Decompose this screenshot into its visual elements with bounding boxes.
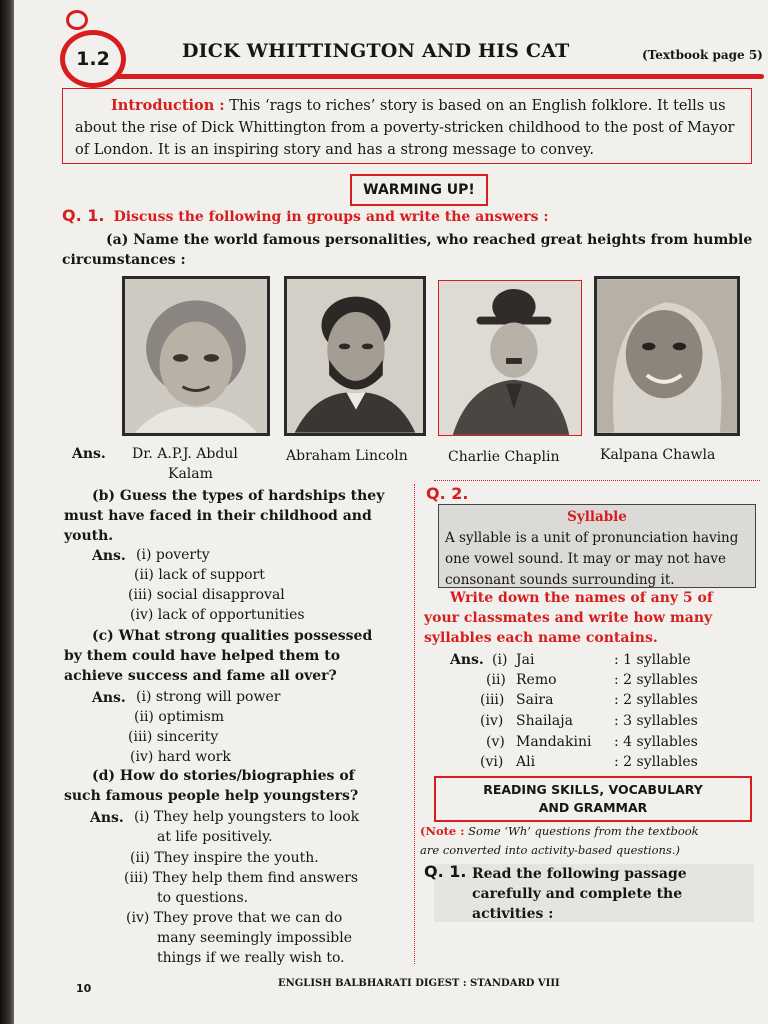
row-2-name: Remo: [516, 672, 557, 688]
row-5-count: : 4 syllables: [614, 734, 698, 750]
book-footer: ENGLISH BALBHARATI DIGEST : STANDARD VIII: [278, 978, 560, 989]
q1b-ans-label: Ans.: [92, 548, 126, 564]
q1c-answer-4: (iv) hard work: [130, 749, 231, 765]
portrait-chawla: [594, 276, 740, 436]
note-line-1: Some ‘Wh’ questions from the textbook: [464, 824, 699, 838]
q1b-line-3: youth.: [64, 528, 114, 544]
row-4-num: (iv): [480, 713, 504, 729]
note-label: (Note :: [420, 824, 465, 838]
q1c-answer-1: (i) strong will power: [136, 689, 281, 705]
row-1-count: : 1 syllable: [614, 652, 691, 668]
name-kalam: Dr. A.P.J. Abdul: [132, 446, 238, 462]
name-kalam-cont: Kalam: [168, 466, 213, 482]
chapter-number: 1.2: [76, 48, 110, 70]
chapter-title: DICK WHITTINGTON AND HIS CAT: [182, 40, 570, 62]
row-2-num: (ii): [486, 672, 506, 688]
note-line-2: are converted into activity-based questions.): [420, 843, 680, 857]
reading-skills-heading: [434, 776, 752, 822]
warming-up-heading: [350, 174, 488, 206]
chapter-number-badge: [60, 30, 126, 88]
book-spine: [0, 0, 14, 1024]
q1b-line-1: (b) Guess the types of hardships they: [92, 488, 385, 504]
reading-q-line-1: Read the following passage: [472, 866, 687, 882]
chaplin-portrait-icon: [439, 281, 581, 435]
q1b-question-cont: [64, 506, 372, 546]
chawla-portrait-icon: [597, 279, 737, 433]
syllable-title: Syllable: [567, 509, 627, 525]
name-lincoln: Abraham Lincoln: [286, 448, 408, 464]
q1a-ans-label: Ans.: [72, 446, 106, 462]
q1c-ans-label: Ans.: [92, 690, 126, 706]
q1c-line-3: achieve success and fame all over?: [64, 668, 337, 684]
intro-label: Introduction :: [111, 97, 225, 114]
syllable-line-2: one vowel sound. It may or may not have: [445, 551, 727, 567]
q1b-answer-4: (iv) lack of opportunities: [130, 607, 305, 623]
row-1-num: (i): [492, 652, 508, 668]
row-6-num: (vi): [480, 754, 504, 770]
q1a-line-1: (a) Name the world famous personalities, who reached great heights from humble: [106, 232, 753, 248]
intro-line-3: of London. It is an inspiring story and has a strong message to convey.: [75, 142, 594, 158]
introduction-box: [62, 88, 752, 164]
row-6-count: : 2 syllables: [614, 754, 698, 770]
syllable-line-3: consonant sounds surrounding it.: [445, 572, 675, 588]
q1d-ans-label: Ans.: [90, 810, 124, 826]
portrait-lincoln: [284, 276, 426, 436]
column-divider: [414, 484, 415, 964]
syllable-line-1: A syllable is a unit of pronunciation having: [445, 530, 739, 546]
row-4-count: : 3 syllables: [614, 713, 698, 729]
row-3-name: Saira: [516, 692, 554, 708]
q2-number: Q. 2.: [426, 484, 469, 503]
reading-heading-line-2: AND GRAMMAR: [538, 800, 648, 815]
row-5-num: (v): [486, 734, 505, 750]
reading-q-line-2: carefully and complete the: [472, 886, 683, 902]
reading-heading-line-1: READING SKILLS, VOCABULARY: [483, 782, 703, 797]
q1b-answer-3: (iii) social disapproval: [128, 587, 285, 603]
warming-up-text: WARMING UP!: [363, 182, 475, 198]
portrait-kalam: [122, 276, 270, 436]
q1c-line-2: by them could have helped them to: [64, 648, 341, 664]
page-number: 10: [76, 982, 92, 995]
header-underline: [114, 74, 764, 79]
q1c-line-1: (c) What strong qualities possessed: [92, 628, 373, 644]
q1d-answer-2: (ii) They inspire the youth.: [130, 850, 319, 866]
q2-task-line-1: Write down the names of any 5 of: [450, 590, 713, 606]
q1b-line-2: must have faced in their childhood and: [64, 508, 372, 524]
reading-q-line-3: activities :: [472, 906, 554, 922]
q2-ans-label: Ans.: [450, 652, 484, 668]
row-5-name: Mandakini: [516, 734, 592, 750]
syllable-definition-box: [438, 504, 756, 588]
q1d-line-1: (d) How do stories/biographies of: [92, 768, 355, 784]
q1c-answer-2: (ii) optimism: [134, 709, 225, 725]
q1c-answer-3: (iii) sincerity: [128, 729, 219, 745]
q1-heading-row: [62, 206, 549, 225]
q1d-answer-1-cont: at life positively.: [157, 829, 273, 845]
q1d-answer-1: (i) They help youngsters to look: [134, 809, 360, 825]
textbook-page-ref: (Textbook page 5): [642, 48, 763, 62]
q1b-answer-1: (i) poverty: [136, 547, 210, 563]
row-4-name: Shailaja: [516, 713, 573, 729]
intro-line-1: This ‘rags to riches’ story is based on an English folklore. It tells us: [229, 98, 726, 114]
q1d-answer-4-cont: many seemingly impossible: [157, 930, 353, 946]
row-1-name: Jai: [516, 652, 535, 668]
q1d-line-2: such famous people help youngsters?: [64, 788, 359, 804]
reading-q-number: Q. 1.: [424, 862, 467, 881]
row-6-name: Ali: [516, 754, 536, 770]
row-2-count: : 2 syllables: [614, 672, 698, 688]
q1d-answer-4: (iv) They prove that we can do: [126, 910, 343, 926]
q1d-answer-3: (iii) They help them find answers: [124, 870, 359, 886]
q1-number: Q. 1.: [62, 206, 105, 225]
reading-note: [420, 822, 750, 860]
textbook-page: [14, 0, 768, 1024]
chapter-ring-icon: [66, 10, 88, 30]
portrait-chaplin: [438, 280, 582, 436]
lincoln-portrait-icon: [287, 279, 423, 433]
q1a-line-2: circumstances :: [62, 252, 186, 268]
q2-task-line-3: syllables each name contains.: [424, 630, 658, 646]
q1b-question: [92, 486, 384, 506]
row-3-count: : 2 syllables: [614, 692, 698, 708]
intro-line-2: about the rise of Dick Whittington from a poverty-stricken childhood to the post of Mayor: [75, 120, 735, 136]
q1d-answer-3-cont: to questions.: [157, 890, 249, 906]
section-dash-line: [434, 480, 760, 481]
q1-heading: Discuss the following in groups and write the answers :: [113, 209, 549, 225]
q1d-answer-4-cont2: things if we really wish to.: [157, 950, 345, 966]
kalam-portrait-icon: [125, 279, 267, 433]
row-3-num: (iii): [480, 692, 505, 708]
name-chaplin: Charlie Chaplin: [448, 449, 560, 465]
q2-task-line-2: your classmates and write how many: [424, 610, 713, 626]
name-chawla: Kalpana Chawla: [600, 447, 716, 463]
q1b-answer-2: (ii) lack of support: [134, 567, 265, 583]
